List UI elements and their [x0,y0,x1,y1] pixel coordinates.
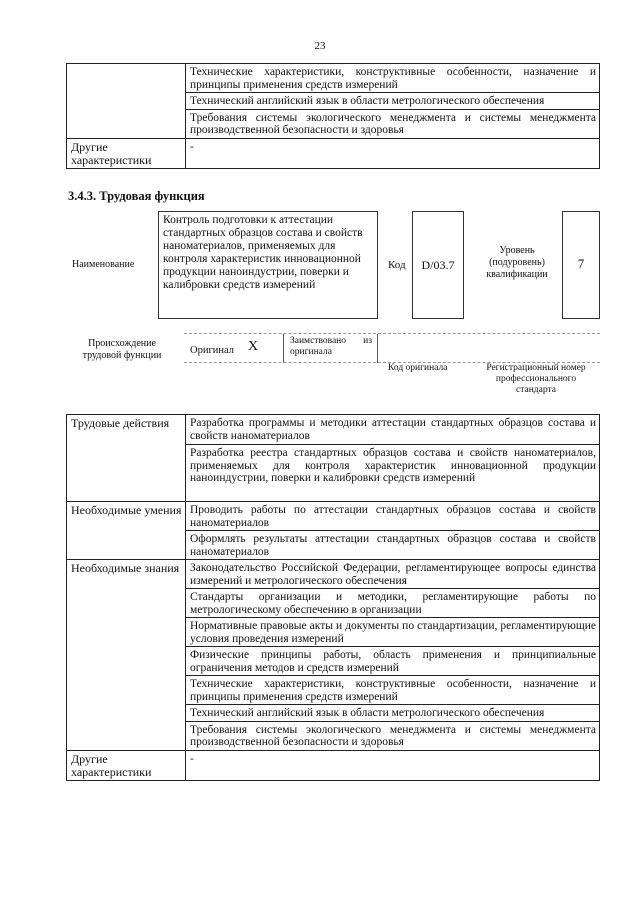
knowledge-item: Требования системы экологического менеджмента и системы менеджмента производственной безопасности и здоровья [186,721,600,750]
level-box [562,211,600,319]
level-label: Уровень (подуровень) квалификации [486,245,548,280]
other-value: - [186,750,600,780]
reg-number-caption: Регистрационный номер профессионального стандарта [486,363,586,395]
top-table-item: Технические характеристики, конструктивные особенности, назначение и принципы применения средств измерений [186,64,600,93]
function-details-table [66,414,600,781]
row-label-other: Другие характеристики [67,750,186,780]
row-label-actions: Трудовые действия [67,415,186,502]
top-table-label-empty [67,64,186,139]
origin-top-rule [184,333,600,334]
section-title: 3.4.3. Трудовая функция [68,189,205,203]
top-table-other-value: - [186,138,600,168]
page-number: 23 [314,40,326,52]
top-table-item: Технический английский язык в области метрологического обеспечения [186,93,600,110]
row-label-knowledge: Необходимые знания [67,560,186,751]
row-label-skills: Необходимые умения [67,502,186,560]
top-table-item: Требования системы экологического менеджмента и системы менеджмента производственной безопасности и здоровья [186,109,600,138]
knowledge-item: Стандарты организации и методики, регламентирующие работы по метрологическому обеспечению в организации [186,589,600,618]
knowledge-item: Нормативные правовые акты и документы по стандартизации, регламентирующие условия проведения измерений [186,618,600,647]
level-value: 7 [577,256,585,271]
knowledge-item: Технический английский язык в области метрологического обеспечения [186,705,600,722]
code-box [412,211,464,319]
code-original-caption: Код оригинала [388,363,448,373]
top-characteristics-table [66,63,600,169]
code-value: D/03.7 [421,258,455,272]
actions-item: Разработка реестра стандартных образцов состава и свойств наноматериалов, применяемых для контроля характеристик инновационной продукции наноиндустрии, поверки и калибровки средств измерений [186,445,600,502]
actions-item: Разработка программы и методики аттестации стандартных образцов состава и свойств наноматериалов [186,415,600,445]
knowledge-item: Законодательство Российской Федерации, регламентирующее вопросы единства измерений и метрологического обеспечения [186,560,600,589]
function-name-box [158,211,378,319]
top-table-other-label: Другие характеристики [67,138,186,168]
origin-label: Происхождение трудовой функции [82,338,162,361]
knowledge-item: Технические характеристики, конструктивные особенности, назначение и принципы применения средств измерений [186,676,600,705]
code-label: Код [388,259,406,271]
name-label: Наименование [72,259,135,270]
knowledge-item: Физические принципы работы, область применения и принципиальные ограничения методов и средств измерений [186,647,600,676]
original-label: Оригинал [190,345,234,356]
skills-item: Проводить работы по аттестации стандартных образцов состава и свойств наноматериалов [186,502,600,531]
borrowed-label: Заимствовано из оригинала [290,336,372,357]
skills-item: Оформлять результаты аттестации стандартных образцов состава и свойств наноматериалов [186,531,600,560]
original-mark: X [248,339,259,354]
function-name-value: Контроль подготовки к аттестации стандартных образцов состава и свойств наноматериалов, применяемых для контроля характеристик инновационной продукции наноиндустрии, поверки и калибровки средств измерений [163,214,363,291]
